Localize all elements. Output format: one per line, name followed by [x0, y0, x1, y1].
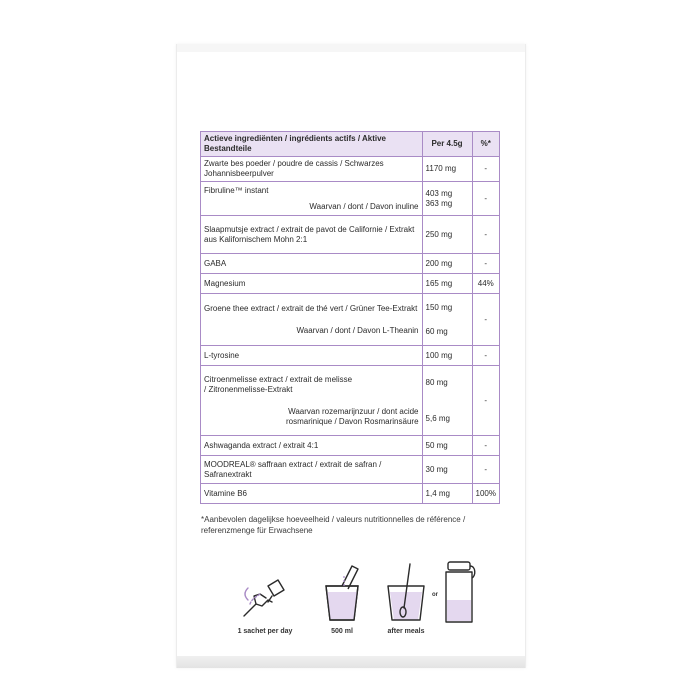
table-row [201, 484, 500, 504]
row-amount-cell [422, 182, 472, 216]
row-amount-sub: 363 mg [425, 198, 453, 208]
row-name: GABA [201, 254, 423, 274]
or-label: or [432, 592, 438, 598]
row-name-cell [201, 182, 423, 216]
box-bottom-flap [177, 656, 525, 668]
row-amount-sub: 5,6 mg [425, 413, 450, 423]
header-percent: %* [472, 132, 499, 157]
row-name: Groene thee extract / extrait de thé vert / Grüner Tee-Extrakt [204, 303, 418, 313]
usage-instructions [230, 556, 490, 646]
table-row [201, 182, 500, 216]
row-subname: Waarvan / dont / Davon inuline [309, 201, 419, 211]
row-name: Magnesium [201, 274, 423, 294]
row-percent: - [472, 436, 499, 456]
hand-sachet-icon [238, 576, 290, 622]
row-name: Fibruline™ instant [204, 185, 269, 195]
row-percent: - [472, 182, 499, 216]
row-name: L-tyrosine [201, 346, 423, 366]
table-row [201, 274, 500, 294]
row-percent: - [472, 366, 499, 436]
table-row [201, 456, 500, 484]
row-name: Zwarte bes poeder / poudre de cassis / Schwarzes Johannisbeerpulver [201, 157, 423, 182]
footnote-reference-intake: *Aanbevolen dagelijkse hoeveelheid / valeurs nutritionnelles de référence / referenzmenge für Erwachsene [201, 515, 466, 535]
row-percent: 44% [472, 274, 499, 294]
header-per-serving: Per 4.5g [422, 132, 472, 157]
caption-after-meals: after meals [387, 628, 425, 635]
row-amount-cell [422, 366, 472, 436]
row-amount: 30 mg [422, 456, 472, 484]
row-amount: 1170 mg [422, 157, 472, 182]
table-row [201, 294, 500, 346]
row-name: MOODREAL® saffraan extract / extrait de safran / Safranextrakt [201, 456, 423, 484]
row-percent: - [472, 254, 499, 274]
header-ingredients: Actieve ingrediënten / ingrédients actifs / Aktive Bestandteile [201, 132, 423, 157]
box-top-flap [177, 44, 525, 52]
row-amount: 403 mg [425, 188, 453, 198]
row-subname: Waarvan / dont / Davon L-Theanin [296, 325, 419, 335]
row-subname: Waarvan rozemarijnzuur / dont acide rosmarinique / Davon Rosmarinsäure [286, 406, 419, 426]
nutrition-table [200, 131, 500, 504]
row-amount: 50 mg [422, 436, 472, 456]
row-amount: 200 mg [422, 254, 472, 274]
row-percent: - [472, 216, 499, 254]
row-amount: 100 mg [422, 346, 472, 366]
row-percent: - [472, 346, 499, 366]
row-amount: 1,4 mg [422, 484, 472, 504]
table-row [201, 254, 500, 274]
glass-stir-spoon-icon [384, 562, 428, 624]
row-name: Citroenmelisse extract / extrait de melisse / Zitronenmelisse-Extrakt [204, 374, 353, 394]
row-name: Ashwaganda extract / extrait 4:1 [201, 436, 423, 456]
row-name: Slaapmutsje extract / extrait de pavot de Californie / Extrakt aus Kalifornischem Mohn 2:1 [201, 216, 423, 254]
row-percent: 100% [472, 484, 499, 504]
row-amount: 250 mg [422, 216, 472, 254]
row-percent: - [472, 157, 499, 182]
row-name-cell [201, 366, 423, 436]
row-amount-sub: 60 mg [425, 326, 448, 336]
table-row [201, 216, 500, 254]
table-header-row [201, 132, 500, 157]
table-row [201, 346, 500, 366]
table-row [201, 366, 500, 436]
row-amount: 150 mg [425, 302, 453, 312]
row-amount-cell [422, 294, 472, 346]
row-name: Vitamine B6 [201, 484, 423, 504]
caption-volume: 500 ml [331, 628, 353, 635]
row-percent: - [472, 294, 499, 346]
caption-one-sachet: 1 sachet per day [237, 628, 293, 635]
row-amount: 165 mg [422, 274, 472, 294]
row-name-cell [201, 294, 423, 346]
shaker-bottle-icon [442, 556, 478, 626]
row-percent: - [472, 456, 499, 484]
row-amount: 80 mg [425, 377, 448, 387]
glass-with-sachet-icon [320, 562, 364, 624]
table-row [201, 436, 500, 456]
table-row [201, 157, 500, 182]
